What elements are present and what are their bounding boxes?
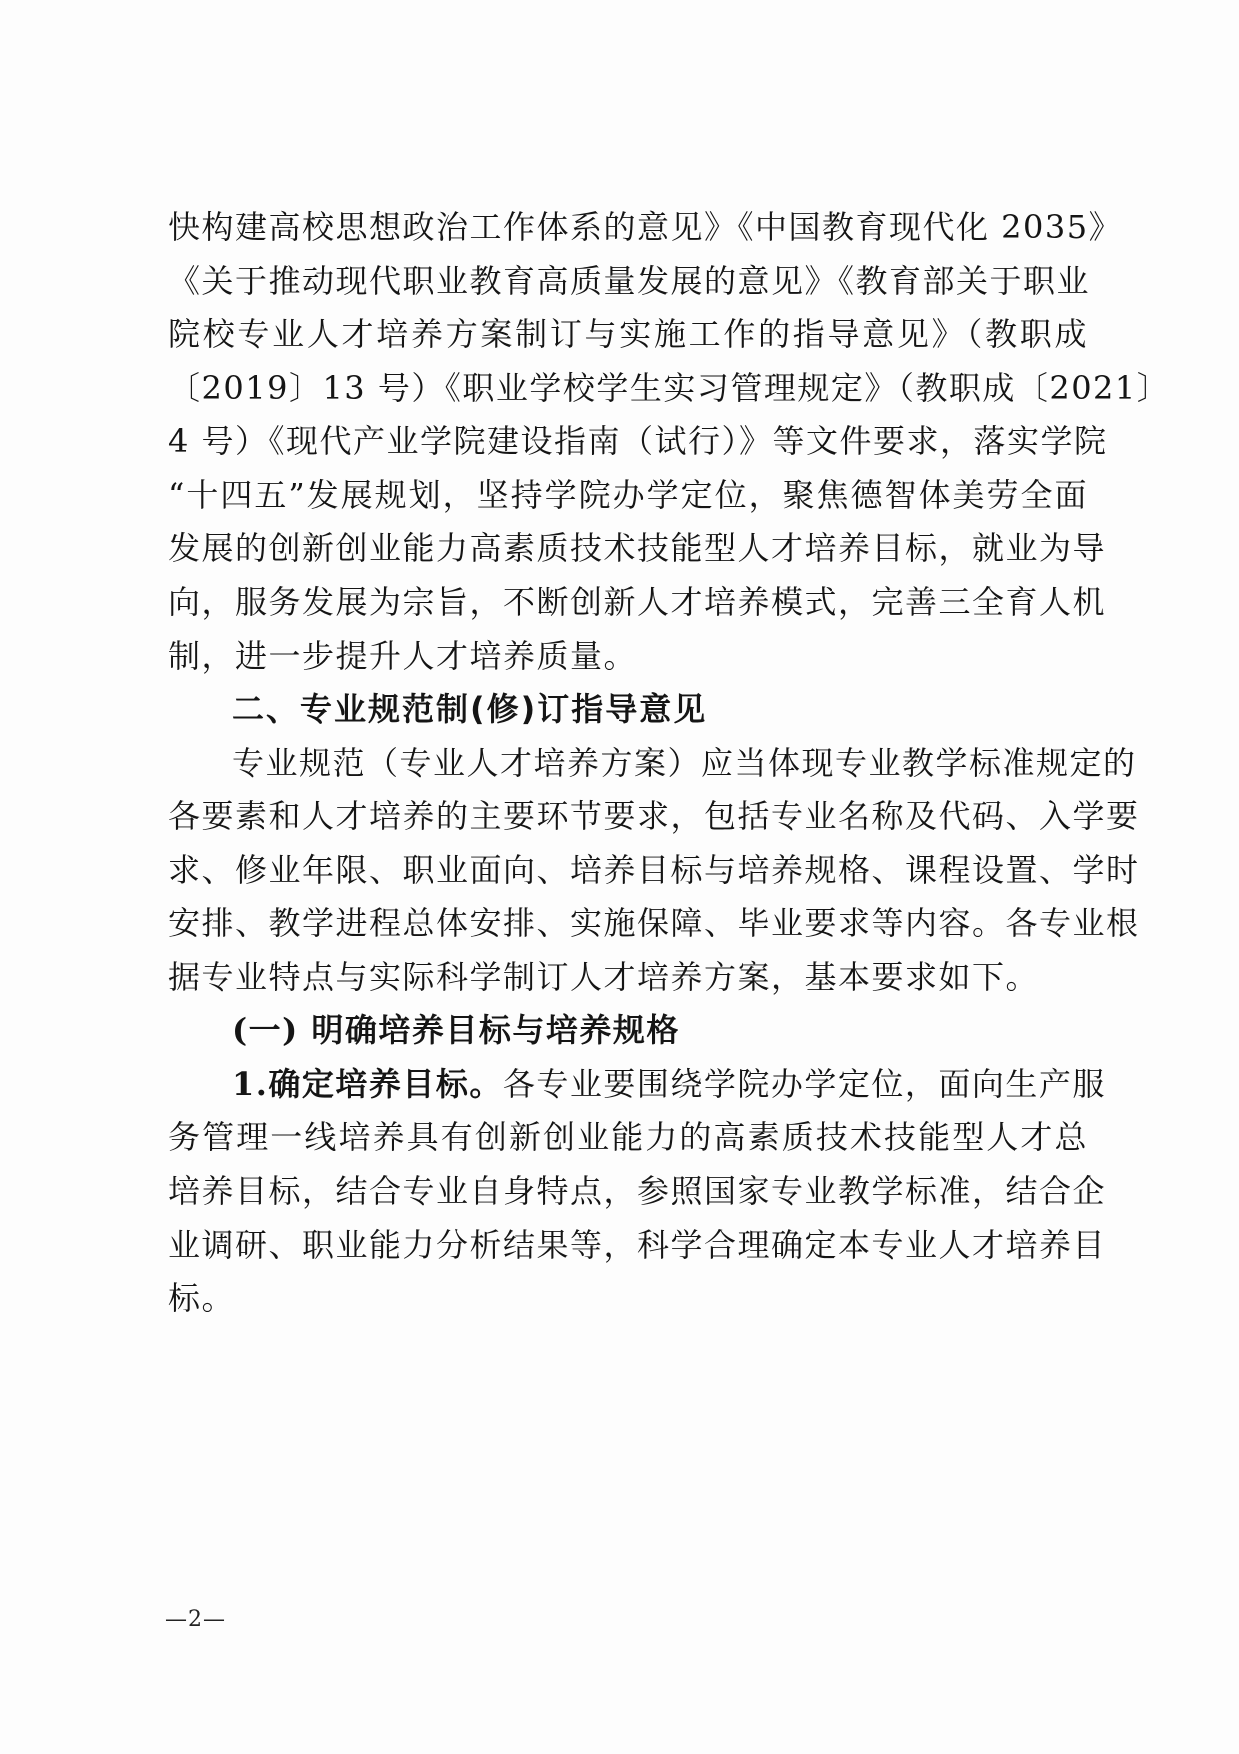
item-line: 培养目标，结合专业自身特点，参照国家专业教学标准，结合企	[168, 1172, 1107, 1210]
item-first-rest: 各专业要围绕学院办学定位，面向生产服	[502, 1065, 1106, 1103]
section-paragraph-line: 求、修业年限、职业面向、培养目标与培养规格、课程设置、学时	[168, 851, 1140, 889]
item-line: 务管理一线培养具有创新创业能力的高素质技术技能型人才总	[168, 1118, 1088, 1156]
item-lead: 1.确定培养目标。	[232, 1065, 503, 1103]
item-first-line	[232, 1064, 1106, 1104]
item-line: 标。	[168, 1279, 236, 1317]
section-paragraph-line: 据专业特点与实际科学制订人才培养方案，基本要求如下。	[168, 958, 1040, 996]
body-line: 发展的创新创业能力高素质技术技能型人才培养目标，就业为导	[168, 529, 1107, 567]
body-line: 4 号）《现代产业学院建设指南（试行）》等文件要求，落实学院	[168, 422, 1108, 460]
item-line: 业调研、职业能力分析结果等，科学合理确定本专业人才培养目	[168, 1226, 1107, 1264]
body-line: 制，进一步提升人才培养质量。	[168, 637, 638, 675]
body-line: “十四五”发展规划，坚持学院办学定位，聚焦德智体美劳全面	[168, 476, 1088, 514]
body-line: 〔2019〕13 号）《职业学校学生实习管理规定》（教职成〔2021〕	[168, 369, 1171, 407]
section-heading: 二、专业规范制(修)订指导意见	[232, 690, 708, 728]
body-line: 《关于推动现代职业教育高质量发展的意见》《教育部关于职业	[168, 262, 1091, 300]
page-number: —2—	[165, 1607, 226, 1632]
section-paragraph-line: 专业规范（专业人才培养方案）应当体现专业教学标准规定的	[232, 744, 1137, 782]
section-paragraph-line: 各要素和人才培养的主要环节要求，包括专业名称及代码、入学要	[168, 797, 1140, 835]
body-line: 快构建高校思想政治工作体系的意见》《中国教育现代化 2035》	[168, 208, 1123, 246]
body-line: 向，服务发展为宗旨，不断创新人才培养模式，完善三全育人机	[168, 583, 1107, 621]
section-paragraph-line: 安排、教学进程总体安排、实施保障、毕业要求等内容。各专业根	[168, 904, 1140, 942]
subsection-heading: (一) 明确培养目标与培养规格	[232, 1011, 680, 1049]
body-line: 院校专业人才培养方案制订与实施工作的指导意见》（教职成	[168, 315, 1088, 353]
